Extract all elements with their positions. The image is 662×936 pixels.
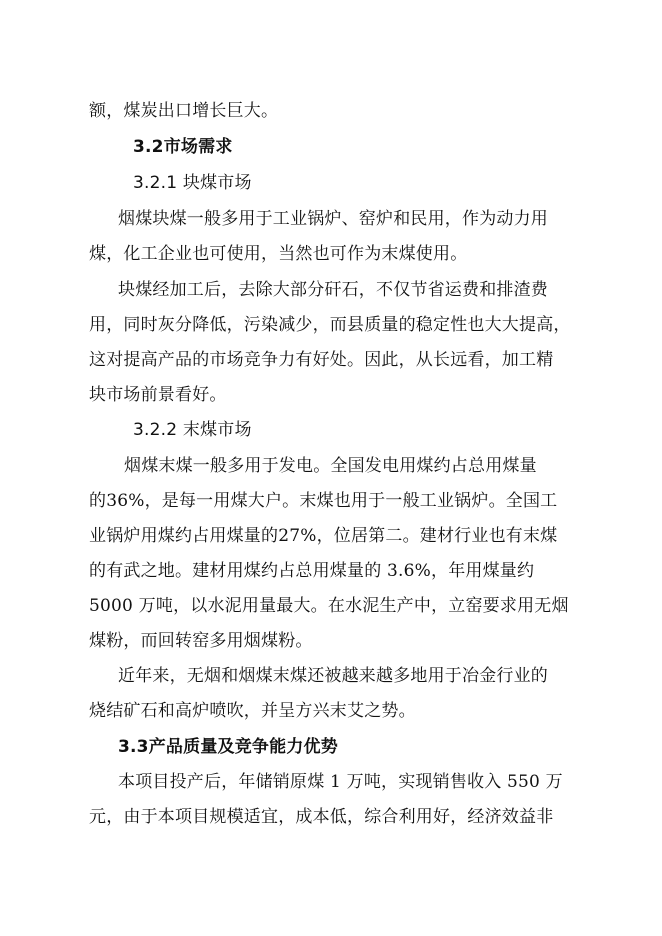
paragraph-line: 烟煤末煤一般多用于发电。全国发电用煤约占总用煤量 [124, 456, 537, 476]
paragraph-line: 近年来，无烟和烟煤末煤还被越来越多地用于冶金行业的 [118, 666, 548, 686]
paragraph-line: 烧结矿石和高炉喷吹，并呈方兴末艾之势。 [89, 701, 416, 721]
section-heading-3-3: 3.3产品质量及竞争能力优势 [118, 737, 338, 757]
paragraph-line: 煤，化工企业也可使用，当然也可作为末煤使用。 [89, 244, 468, 264]
paragraph-line: 5000 万吨，以水泥用量最大。在水泥生产中，立窑要求用无烟 [89, 596, 569, 616]
paragraph-line: 元，由于本项目规模适宜，成本低，综合利用好，经济效益非 [89, 807, 554, 827]
paragraph-line: 烟煤块煤一般多用于工业锅炉、窑炉和民用，作为动力用 [118, 209, 548, 229]
paragraph-line: 的36%，是每一用煤大户。末煤也用于一般工业锅炉。全国工 [89, 491, 558, 511]
subsection-heading-3-2-1: 3.2.1 块煤市场 [133, 173, 252, 193]
paragraph-line: 的有武之地。建材用煤约占总用煤量的 3.6%，年用煤量约 [89, 561, 535, 581]
paragraph-line: 煤粉，而回转窑多用烟煤粉。 [89, 631, 313, 651]
subsection-heading-3-2-2: 3.2.2 末煤市场 [133, 420, 252, 440]
section-heading-3-2: 3.2市场需求 [133, 137, 233, 157]
paragraph-line: 用，同时灰分降低，污染减少，而县质量的稳定性也大大提高， [89, 315, 571, 335]
paragraph-line: 本项目投产后，年储销原煤 1 万吨，实现销售收入 550 万 [118, 772, 563, 792]
paragraph-line: 块市场前景看好。 [89, 385, 227, 405]
paragraph-line: 额，煤炭出口增长巨大。 [89, 101, 279, 121]
paragraph-line: 业锅炉用煤约占用煤量的27%，位居第二。建材行业也有末煤 [89, 526, 558, 546]
paragraph-line: 这对提高产品的市场竞争力有好处。因此，从长远看，加工精 [89, 350, 554, 370]
paragraph-line: 块煤经加工后，去除大部分矸石，不仅节省运费和排渣费 [118, 280, 548, 300]
